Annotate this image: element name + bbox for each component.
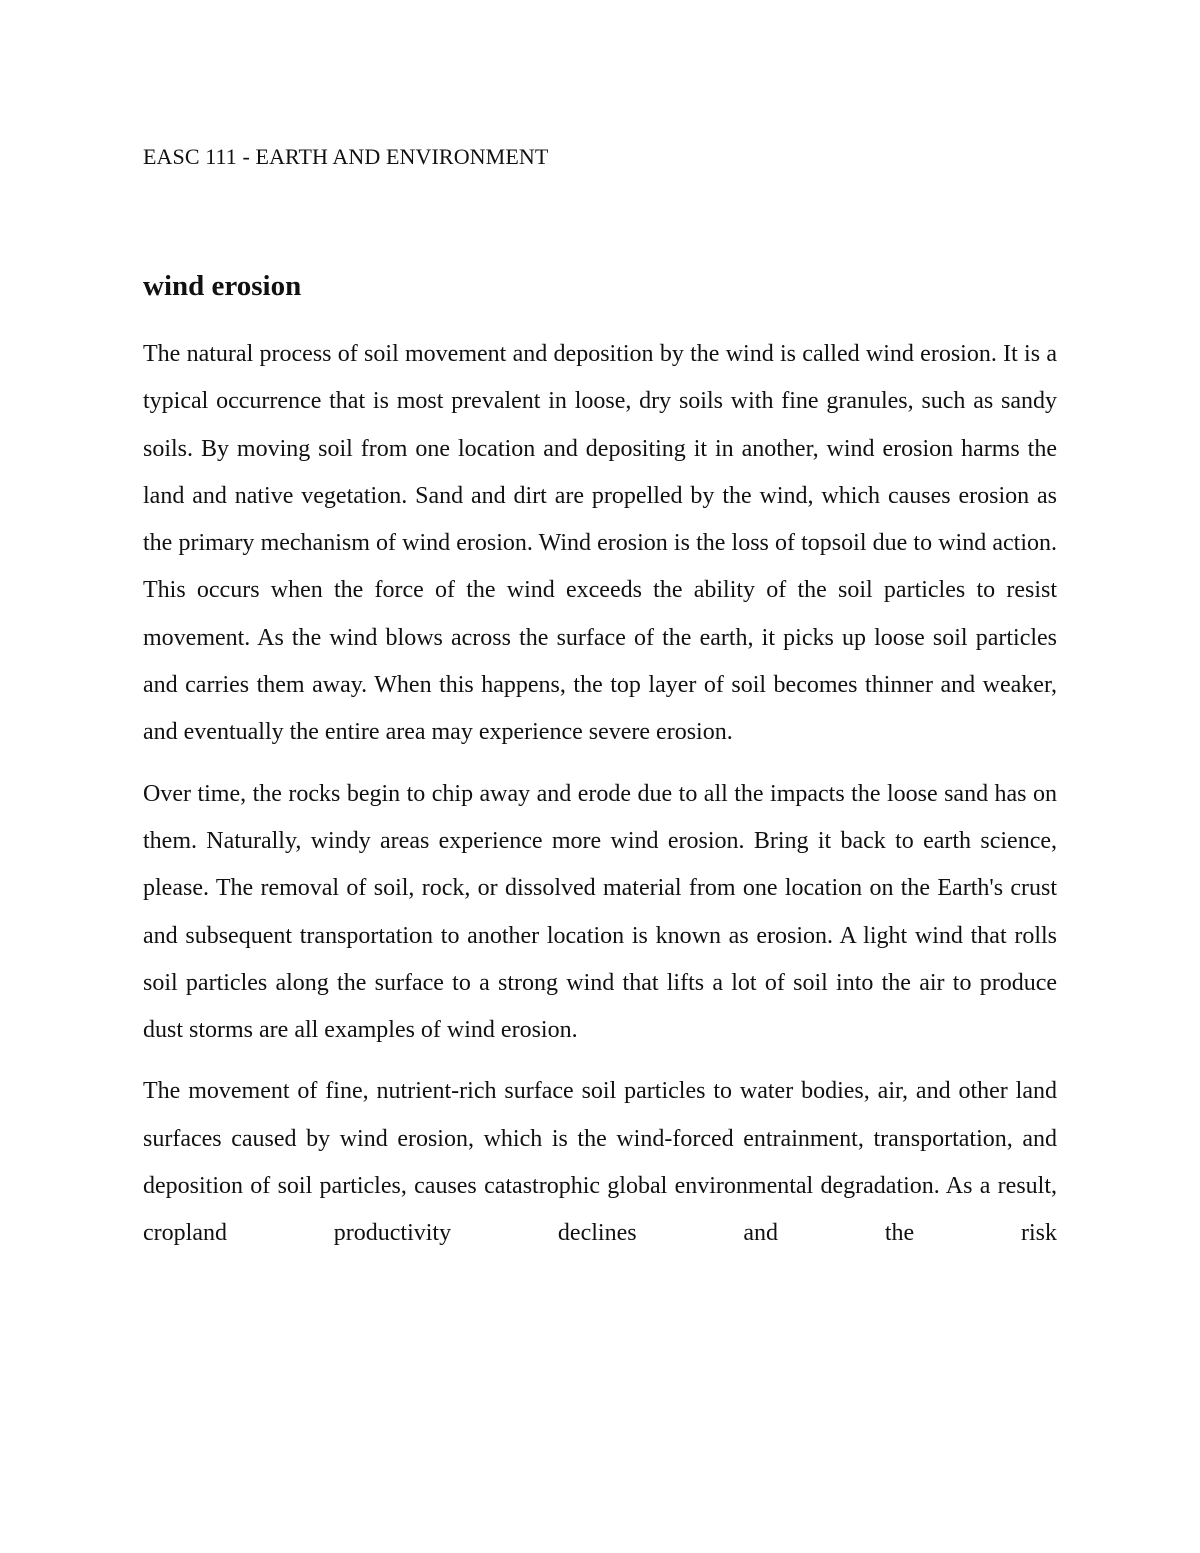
document-title: wind erosion xyxy=(143,270,302,302)
paragraph-3: The movement of fine, nutrient-rich surface soil particles to water bodies, air, and other land surfaces caused by wind erosion, which is the wind-forced entrainment, transportation, and deposition of soil particles, causes catastrophic global environmental degradation. As a result, cropland productivity declines and the risk xyxy=(143,1078,1057,1247)
course-header: EASC 111 - EARTH AND ENVIRONMENT xyxy=(143,144,549,169)
paragraph-2: Over time, the rocks begin to chip away and erode due to all the impacts the loose sand has on them. Naturally, windy areas experience more wind erosion. Bring it back to earth science, please. The removal of soil, rock, or dissolved material from one location on the Earth's crust and subsequent transportation to another location is known as erosion. A light wind that rolls soil particles along the surface to a strong wind that lifts a lot of soil into the air to produce dust storms are all examples of wind erosion. xyxy=(143,780,1057,1044)
document-body xyxy=(143,331,1057,1272)
paragraph-1: The natural process of soil movement and deposition by the wind is called wind erosion. It is a typical occurrence that is most prevalent in loose, dry soils with fine granules, such as sandy soils. By moving soil from one location and depositing it in another, wind erosion harms the land and native vegetation. Sand and dirt are propelled by the wind, which causes erosion as the primary mechanism of wind erosion. Wind erosion is the loss of topsoil due to wind action. This occurs when the force of the wind exceeds the ability of the soil particles to resist movement. As the wind blows across the surface of the earth, it picks up loose soil particles and carries them away. When this happens, the top layer of soil becomes thinner and weaker, and eventually the entire area may experience severe erosion. xyxy=(143,341,1057,746)
